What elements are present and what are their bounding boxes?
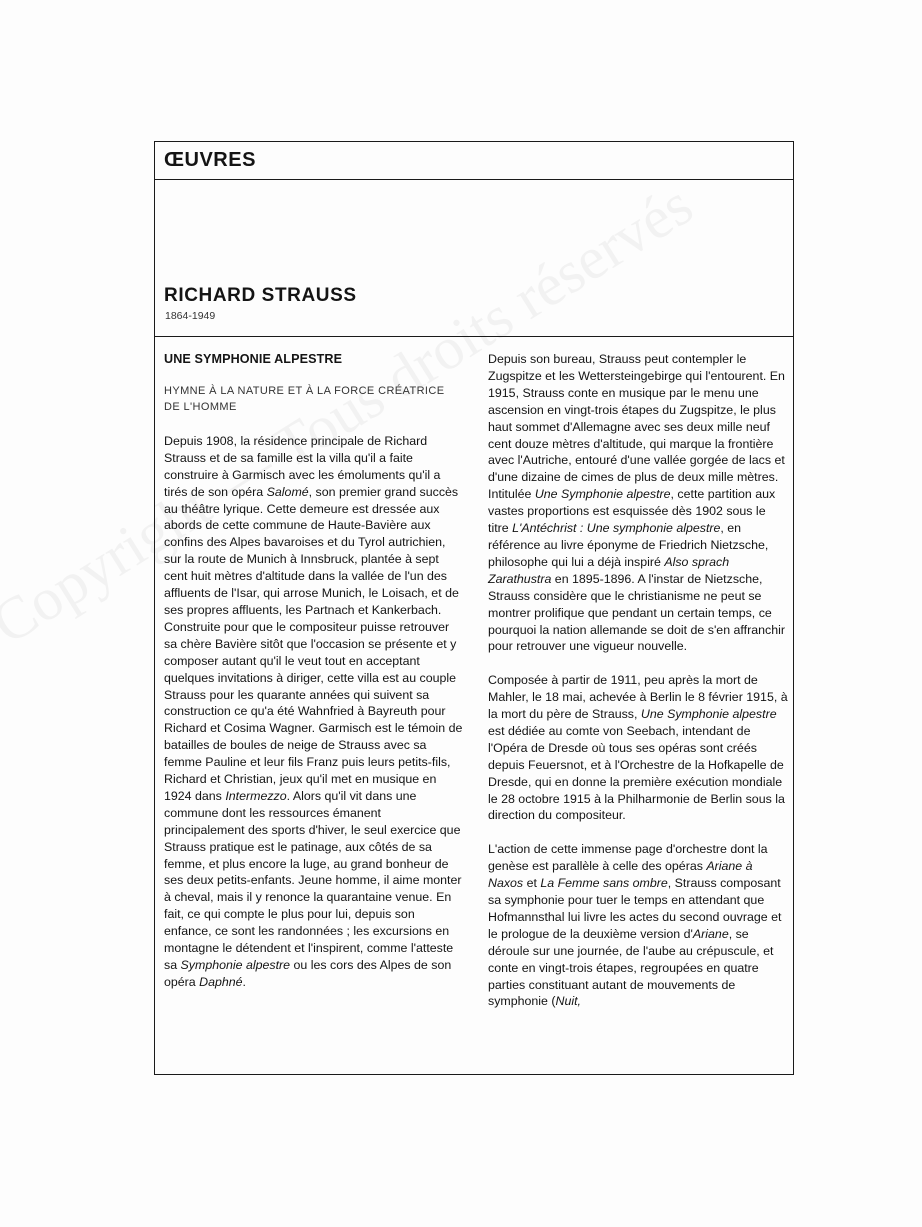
right-column [488, 351, 788, 1027]
paragraph: Composée à partir de 1911, peu après la mort de Mahler, le 18 mai, achevée à Berlin le 8 février 1915, à la mort du père de Strauss, Une Symphonie alpestre est dédiée au comte von Seebach, intendant de l'Opéra de Dresde où tous ses opéras sont créés depuis Feuersnot, et à l'Orchestre de la Hofkapelle de Dresde, qui en donne la première exécution mondiale le 28 octobre 1915 à la Philharmonie de Berlin sous la direction du compositeur. [488, 673, 788, 823]
work-subtitle: HYMNE À LA NATURE ET À LA FORCE CRÉATRICE DE L'HOMME [164, 384, 445, 414]
section-header [155, 142, 793, 180]
section-title: ŒUVRES [164, 149, 256, 171]
composer-dates: 1864-1949 [165, 310, 216, 322]
work-title: UNE SYMPHONIE ALPESTRE [164, 352, 343, 366]
paragraph: Depuis son bureau, Strauss peut contempler le Zugspitze et les Wettersteingebirge qui l'entourent. En 1915, Strauss conte en musique par le menu une ascension en vingt-trois étapes du Zugspitze, le plus haut sommet d'Allemagne avec ses deux mille neuf cent douze mètres d'altitude, qui marque la frontière avec l'Autriche, entouré d'une vallée gorgée de lacs et d'une dizaine de cimes de plus de deux mille mètres. Intitulée Une Symphonie alpestre, cette partition aux vastes proportions est esquissée dès 1902 sous le titre L'Antéchrist : Une symphonie alpestre, en référence au livre éponyme de Friedrich Nietzsche, philosophe qui lui a déjà inspiré Also sprach Zarathustra en 1895-1896. A l'instar de Nietzsche, Strauss considère que le christianisme ne peut se montrer prolifique que pendant un certain temps, ce pourquoi la nation allemande se doit de s'en affranchir pour retrouver une vigueur nouvelle. [488, 352, 785, 654]
left-column [164, 351, 464, 1008]
paragraph: Depuis 1908, la résidence principale de Richard Strauss et de sa famille est la villa qu'il a faite construire à Garmisch avec les émoluments qu'il a tirés de son opéra Salomé, son premier grand succès au théâtre lyrique. Cette demeure est dressée aux abords de cette commune de Haute-Bavière aux confins des Alpes bavaroises et du Tyrol autrichien, sur la route de Munich à Innsbruck, plantée à sept cent huit mètres d'altitude dans la vallée de l'un des affluents de l'Isar, qui arrose Munich, le Loisach, et de ses propres affluents, les Partnach et Kankerbach. Construite pour que le compositeur puisse retrouver sa chère Bavière sitôt que l'occasion se présente et y composer autant qu'il le veut tout en acceptant quelques invitations à diriger, cette villa est au couple Strauss pour les quarante années qui suivent sa construction ce qu'a été Wahnfried à Bayreuth pour Richard et Cosima Wagner. Garmisch est le témoin de batailles de boules de neige de Strauss avec sa femme Pauline et leur fils Franz puis leurs petits-fils, Richard et Christian, jeux qu'il met en musique en 1924 dans Intermezzo. Alors qu'il vit dans une commune dont les ressources émanent principalement des sports d'hiver, le seul exercice que Strauss pratique est le patinage, aux côtés de sa femme, et plus encore la luge, au grand bonheur de ses deux petits-enfants. Jeune homme, il aime monter à cheval, mais il y renonce la quarantaine venue. En fait, ce qui compte le plus pour lui, depuis son enfance, ce sont les randonnées ; les excursions en montagne le détendent et l'inspirent, comme l'atteste sa Symphonie alpestre ou les cors des Alpes de son opéra Daphné. [164, 433, 463, 989]
composer-name: RICHARD STRAUSS [164, 285, 357, 306]
divider [155, 336, 793, 337]
document-frame [154, 141, 794, 1075]
paragraph: L'action de cette immense page d'orchestre dont la genèse est parallèle à celle des opéras Ariane à Naxos et La Femme sans ombre, Strauss composant sa symphonie pour tuer le temps en attendant que Hofmannsthal lui livre les actes du second ouvrage et le prologue de la deuxième version d'Ariane, se déroule sur une journée, de l'aube au crépuscule, et conte en vingt-trois étapes, regroupées en quatre parties constituant autant de mouvements de symphonie (Nuit, [488, 842, 782, 1009]
